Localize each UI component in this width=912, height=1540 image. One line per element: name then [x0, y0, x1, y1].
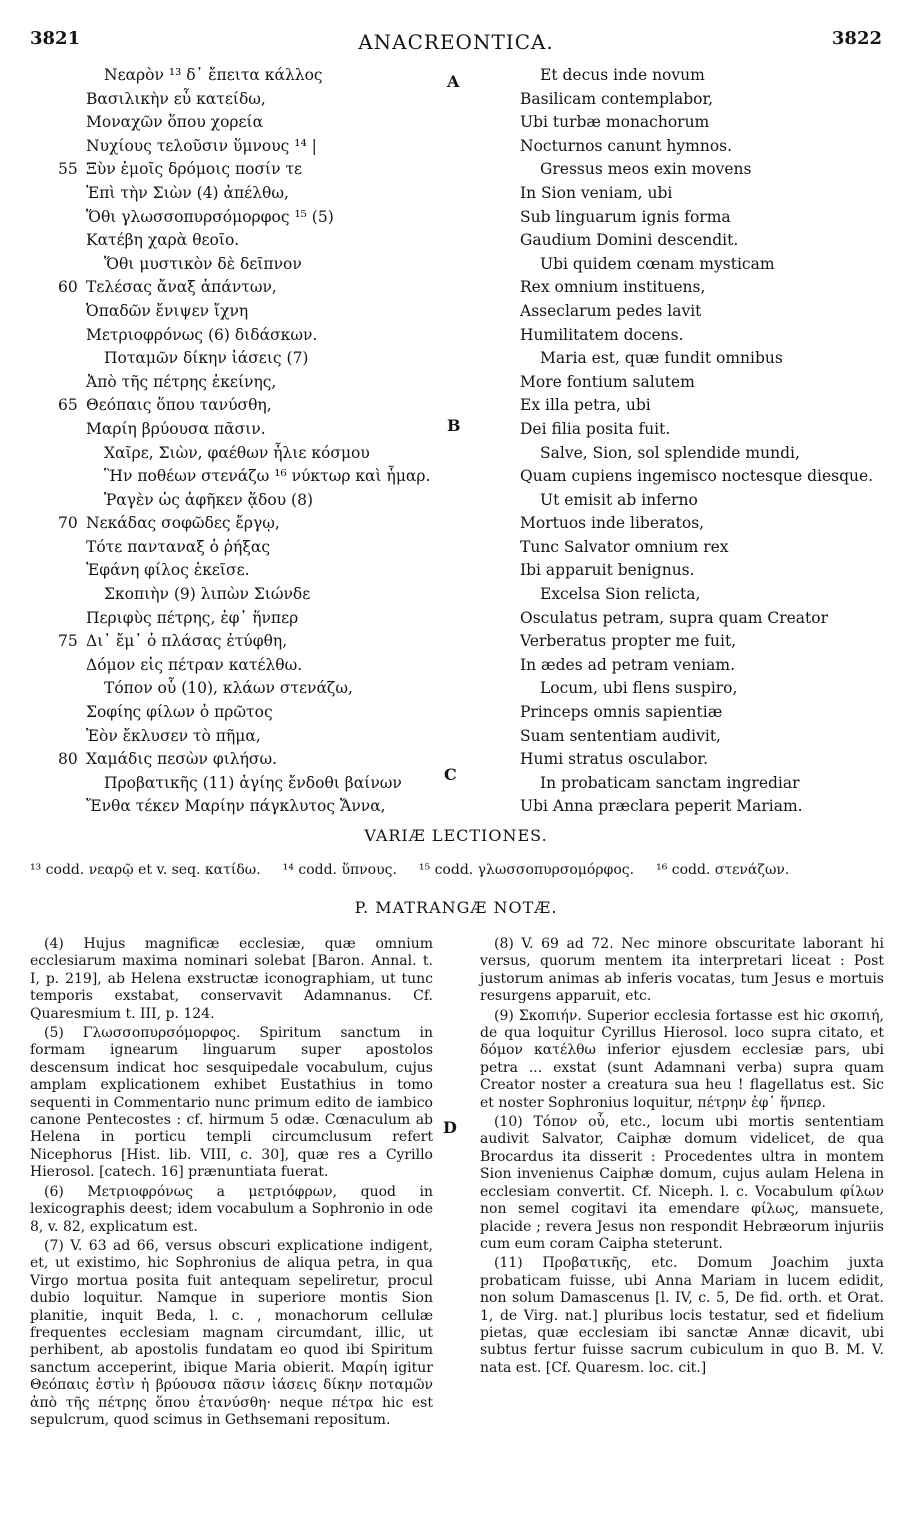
greek-verse-text: Ἀπὸ τῆς πέτρης ἐκείνης, [86, 372, 277, 391]
note-paragraph: (9) Σκοπιήν. Superior ecclesia fortasse est hic σκοπιή, de qua loquitur Cyrillus Hierosol. loco supra citato, et δόμον κατέλθω inferior ejusdem ecclesiæ pars, ubi petra ... exstat (sunt Adamnani verba) supra quam Creator noster a creatura sua heu ! flagellatus est. Sic et noster Sophronius loquitur, πέτρην ἐφ᾿ ἥνπερ. [480, 1007, 884, 1111]
greek-verse-line [58, 158, 443, 182]
greek-verse-text: Προβατικῆς (11) ἁγίης ἔνδοθι βαίνων [104, 773, 402, 792]
greek-verse-text: Χαῖρε, Σιὼν, φαέθων ἧλιε κόσμου [104, 443, 370, 462]
latin-verse-line: Ubi quidem cœnam mysticam [540, 254, 775, 273]
right-page-number: 3822 [831, 28, 882, 49]
greek-verse-line [58, 182, 443, 206]
variae-lectiones-list [30, 862, 890, 878]
note-paragraph: (11) Προβατικῆς, etc. Domum Joachim juxta probaticam fuisse, ubi Anna Mariam in lucem edidit, non solum Damascenus [l. IV, c. 5, De fid. orth. et Orat. 1, de Virg. nat.] pluribus locis testatur, sed et fidelium pietas, quæ ecclesiam ibi sanctæ Annæ dicavit, ubi subtus fertur fuisse sacrum cubiculum in quo B. M. V. nata est. [Cf. Quaresm. loc. cit.] [480, 1255, 884, 1376]
greek-verse-line [58, 465, 443, 489]
verse-number: 70 [58, 514, 78, 533]
greek-verse-text: Κατέβη χαρὰ θεοῖο. [86, 231, 240, 250]
greek-verse-line [58, 677, 443, 701]
greek-verse-line [58, 253, 443, 277]
greek-verse-text: Ὀπαδῶν ἔνιψεν ἴχνη [86, 301, 249, 320]
verse-number: 65 [58, 396, 78, 415]
verse-number: 75 [58, 632, 78, 651]
note-paragraph: (8) V. 69 ad 72. Nec minore obscuritate laborant hi versus, quorum mentem ita interpretari liceat : Post justorum animas ab inferis vocatas, tum Jesus e mortuis resurgens apparuit, etc. [480, 936, 884, 1005]
greek-verse-text: Μαρίη βρύουσα πᾶσιν. [86, 419, 266, 438]
latin-verse-line: Quam cupiens ingemisco noctesque diesque. [520, 467, 874, 486]
latin-verse-line: Ut emisit ab inferno [540, 490, 698, 509]
greek-verse-line [58, 206, 443, 230]
greek-verse-text: Δι᾿ ἔμ᾿ ὁ πλάσας ἐτύφθη, [86, 632, 288, 651]
latin-verse-line: Tunc Salvator omnium rex [520, 537, 729, 556]
note-paragraph: (4) Hujus magnificæ ecclesiæ, quæ omnium ecclesiarum maxima nominari solebat [Baron. Annal. t. I, p. 219], ab Helena exstructæ iconographiam, ut tunc temporis exstabat, conservavit Adamnanus. Cf. Quaresmium t. III, p. 124. [30, 936, 433, 1022]
notes-right-column [480, 936, 884, 1379]
latin-verse-line: Suam sententiam audivit, [520, 726, 721, 745]
latin-verse-line: Sub linguarum ignis forma [520, 207, 731, 226]
latin-verse-line: Osculatus petram, supra quam Creator [520, 608, 829, 627]
greek-verse-line [58, 559, 443, 583]
greek-verse-text: Ἐπὶ τὴν Σιὼν (4) ἀπέλθω, [86, 183, 289, 202]
margin-marker-c: C [444, 765, 457, 784]
greek-verse-text: Ὅθι μυστικὸν δὲ δεῖπνον [104, 254, 302, 273]
greek-verse-text: Βασιλικὴν εὖ κατείδω, [86, 89, 266, 108]
latin-verse-line: Princeps omnis sapientiæ [520, 703, 723, 722]
variae-lectiones-heading: VARIÆ LECTIONES. [364, 826, 548, 845]
greek-verse-line [58, 135, 443, 159]
running-title: ANACREONTICA. [358, 30, 554, 54]
latin-verse-line: Rex omnium instituens, [520, 278, 706, 297]
greek-verse-line [58, 654, 443, 678]
greek-verse-text: Ξὺν ἐμοῖς δρόμοις ποσίν τε [86, 160, 303, 179]
latin-verse-line: Verberatus propter me fuit, [520, 632, 737, 651]
latin-verse-line: Salve, Sion, sol splendide mundi, [540, 443, 800, 462]
greek-verse-line [58, 583, 443, 607]
greek-verse-text: Νεαρὸν ¹³ δ᾿ ἔπειτα κάλλος [104, 66, 323, 84]
latin-verse-line: Ubi turbæ monachorum [520, 113, 710, 132]
latin-verse-line: Humi stratus osculabor. [520, 750, 709, 769]
left-page-number: 3821 [30, 28, 81, 49]
variant-reading: ¹³ codd. νεαρῷ et v. seq. κατίδω. [30, 862, 261, 878]
greek-verse-line [58, 748, 443, 772]
latin-verse-line: Ubi Anna præclara peperit Mariam. [520, 797, 803, 816]
greek-verse-text: Μετριοφρόνως (6) διδάσκων. [86, 325, 318, 344]
latin-verse-line: Asseclarum pedes lavit [520, 301, 702, 320]
latin-verse-line: In ædes ad petram veniam. [520, 655, 736, 674]
greek-verse-line [58, 536, 443, 560]
greek-verse-line [58, 394, 443, 418]
latin-verse-line: Nocturnos canunt hymnos. [520, 136, 733, 155]
greek-verse-line [58, 111, 443, 135]
variant-reading: ¹⁵ codd. γλωσσοπυρσομόρφος. [418, 862, 635, 878]
greek-verse-line [58, 442, 443, 466]
variant-reading: ¹⁶ codd. στενάζων. [656, 862, 790, 878]
greek-verse-text: Ποταμῶν δίκην ἰάσεις (7) [104, 349, 309, 368]
note-paragraph: (10) Τόπον οὗ, etc., locum ubi mortis sententiam audivit Salvator, Caiphæ domum videlicet, de qua Brocardus ita disserit : Procedentes ultra in montem Sion invenienus Caiphæ domum, cujus aulam Helena in ecclesiam convertit. Cf. Niceph. l. c. Vocabulum φίλων non semel cogitavi ita emendare φίλως, mansuete, placide ; revera Jesus non respondit Hebræorum injuriis cum eum coram Caipha steterunt. [480, 1114, 884, 1252]
greek-verse-text: Ἔνθα τέκεν Μαρίην πάγκλυτος Ἄννα, [86, 797, 386, 816]
greek-verse-text: Τελέσας ἄναξ ἁπάντων, [86, 278, 277, 297]
greek-verse-line [58, 324, 443, 348]
greek-verse-text: Περιφὺς πέτρης, ἐφ᾿ ἥνπερ [86, 608, 299, 627]
latin-verse-line: Humilitatem docens. [520, 325, 684, 344]
margin-marker-a: A [447, 72, 460, 91]
notes-heading: P. MATRANGÆ NOTÆ. [354, 898, 558, 917]
latin-verse-line: Gressus meos exin movens [540, 160, 752, 179]
note-paragraph: (5) Γλωσσοπυρσόμορφος. Spiritum sanctum in formam ignearum linguarum super apostolos descensum indicat hoc sesquipedale vocabulum, cujus amplam explicationem exhibet Eustathius in tomo sequenti in Commentario nunc primum edito de iambico canone Pentecostes : cf. hirmum 5 odæ. Cœnaculum ab Helena in porticu templi circumclusum refert Nicephorus [Hist. lib. VIII, c. 30], quæ res a Cyrillo Hierosol. [catech. 16] prænuntiata fuerat. [30, 1025, 433, 1181]
greek-verse-line [58, 418, 443, 442]
greek-verse-text: Σκοπιὴν (9) λιπὼν Σιώνδε [104, 585, 311, 604]
latin-verse-line: Gaudium Domini descendit. [520, 231, 739, 250]
greek-verse-line [58, 347, 443, 371]
note-paragraph: (7) V. 63 ad 66, versus obscuri explicatione indigent, et, ut existimo, hic Sophronius de aliqua petra, in qua Virgo mortua posita fuit antequam sepeliretur, procul dubio loquitur. Namque in superiore montis Sion planitie, inquit Beda, l. c. , monachorum cellulæ frequentes ecclesiam magnam circumdant, illic, ut perhibent, ab apostolis fundatam eo quod ibi Spiritum sanctum acceperint, ibique Maria obierit. Μαρίη igitur Θεόπαις ἐστὶν ἡ βρύουσα πᾶσιν ἰάσεις δίκην ποταμῶν ἀπὸ τῆς πέτρης ὅπου ἐτανύσθη· neque πέτρα hic est sepulcrum, quod scimus in Gethsemani repositum. [30, 1237, 433, 1428]
notes-left-column [30, 936, 433, 1431]
latin-verse-line: Ex illa petra, ubi [520, 396, 651, 415]
greek-verse-text: Σοφίης φίλων ὁ πρῶτος [86, 703, 273, 722]
greek-verse-line [58, 229, 443, 253]
greek-verse-line [58, 64, 443, 88]
note-paragraph: (6) Μετριοφρόνως a μετριόφρων, quod in lexicographis deest; idem vocabulum a Sophronio in ode 8, v. 82, explicatum est. [30, 1183, 433, 1235]
latin-verse-line: In probaticam sanctam ingrediar [540, 773, 800, 792]
latin-verse-line: In Sion veniam, ubi [520, 183, 673, 202]
greek-verse-text: Ἣν ποθέων στενάζω ¹⁶ νύκτωρ καὶ ἦμαρ. [104, 467, 431, 486]
latin-verse-line: Mortuos inde liberatos, [520, 514, 705, 533]
greek-verse-text: Ἐφάνη φίλος ἐκεῖσε. [86, 561, 250, 580]
greek-verse-text: Δόμον εἰς πέτραν κατέλθω. [86, 655, 303, 674]
latin-verse-line: Ibi apparuit benignus. [520, 561, 695, 580]
verse-number: 80 [58, 750, 78, 769]
greek-verse-line [58, 725, 443, 749]
greek-verse-text: Τότε πανταναξ ὁ ῥήξας [86, 537, 271, 556]
greek-verse-line [58, 489, 443, 513]
greek-verse-text: Μοναχῶν ὅπου χορεία [86, 113, 264, 132]
greek-verse-text: Θεόπαις ὅπου τανύσθη, [86, 396, 272, 415]
greek-verse-column [58, 64, 443, 819]
greek-verse-line [58, 300, 443, 324]
verse-number: 55 [58, 160, 78, 179]
variant-reading: ¹⁴ codd. ὕπνους. [282, 862, 397, 878]
greek-verse-text: Νεκάδας σοφῶδες ἔργῳ, [86, 514, 280, 533]
verse-number: 60 [58, 278, 78, 297]
greek-verse-line [58, 772, 443, 796]
greek-verse-line [58, 276, 443, 300]
latin-verse-line: Locum, ubi flens suspiro, [540, 679, 738, 698]
latin-verse-line: More fontium salutem [520, 372, 695, 391]
latin-verse-line: Dei filia posita fuit. [520, 419, 671, 438]
greek-verse-text: Νυχίους τελοῦσιν ὕμνους ¹⁴ | [86, 136, 317, 155]
greek-verse-text: Ἑὸν ἔκλυσεν τὸ πῆμα, [86, 726, 261, 745]
greek-verse-text: Χαμάδις πεσὼν φιλήσω. [86, 750, 278, 769]
greek-verse-text: Ὅθι γλωσσοπυρσόμορφος ¹⁵ (5) [86, 207, 334, 226]
greek-verse-line [58, 88, 443, 112]
greek-verse-line [58, 607, 443, 631]
margin-marker-d: D [443, 1118, 457, 1137]
latin-verse-line: Basilicam contemplabor, [520, 89, 714, 108]
greek-verse-line [58, 701, 443, 725]
greek-verse-line [58, 371, 443, 395]
greek-verse-text: Ῥαγὲν ὡς ἀφῆκεν ᾅδου (8) [104, 490, 314, 509]
latin-verse-line: Excelsa Sion relicta, [540, 585, 701, 604]
latin-verse-line: Et decus inde novum [540, 66, 705, 84]
latin-verse-column [520, 64, 890, 819]
greek-verse-line [58, 630, 443, 654]
margin-marker-b: B [447, 416, 461, 435]
greek-verse-line [58, 512, 443, 536]
greek-verse-text: Τόπον οὗ (10), κλάων στενάζω, [104, 679, 353, 698]
latin-verse-line: Maria est, quæ fundit omnibus [540, 349, 783, 368]
greek-verse-line [58, 795, 443, 819]
